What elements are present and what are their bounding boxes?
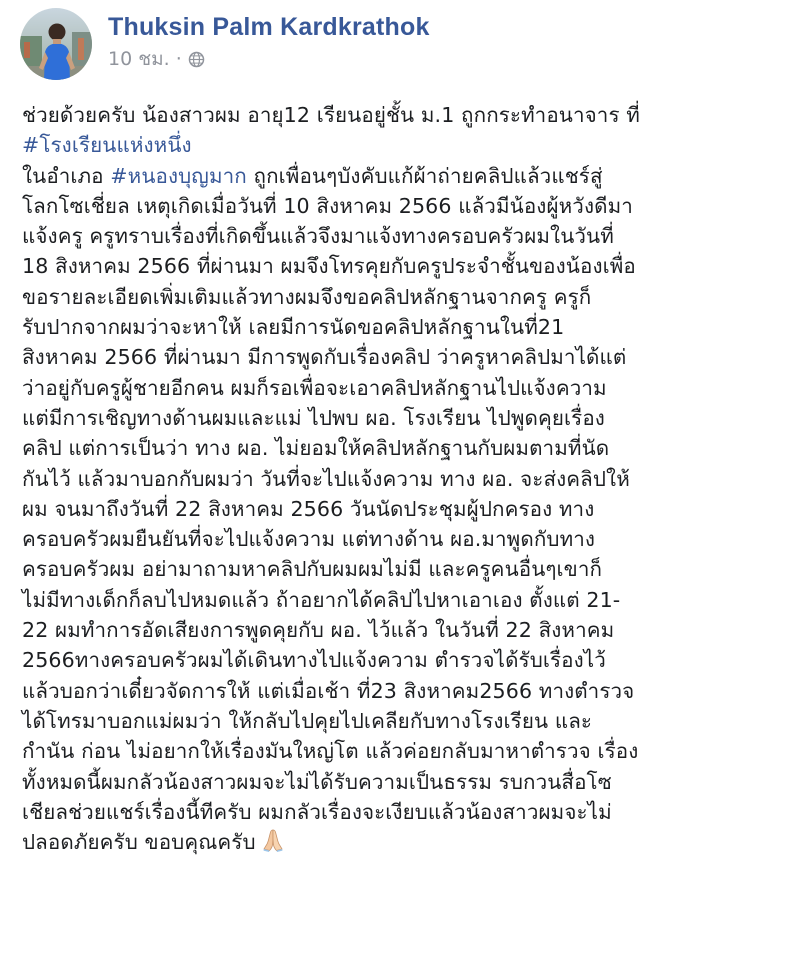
text-line bbox=[22, 130, 782, 160]
text-line: ผม จนมาถึงวันที่ 22 สิงหาคม 2566 วันนัดประชุมผู้ปกครอง ทาง bbox=[22, 496, 595, 521]
text-line: กำนัน ก่อน ไม่อยากให้เรื่องมันใหญ่โต แล้วค่อยกลับมาหาตำรวจ เรื่อง bbox=[22, 739, 639, 764]
text-line: กันไว้ แล้วมาบอกกับผมว่า วันที่จะไปแจ้งความ ทาง ผอ. จะส่งคลิปให้ bbox=[22, 466, 630, 491]
author-name-link[interactable]: Thuksin Palm Kardkrathok bbox=[108, 13, 430, 41]
text-fragment: ในอำเภอ bbox=[22, 163, 111, 188]
text-line: โลกโซเชี่ยล เหตุเกิดเมื่อวันที่ 10 สิงหาคม 2566 แล้วมีน้องผู้หวังดีมา bbox=[22, 193, 633, 218]
text-line: คลิป แต่การเป็นว่า ทาง ผอ. ไม่ยอมให้คลิปหลักฐานกับผมตามที่นัด bbox=[22, 436, 610, 461]
hashtag-link[interactable]: #โรงเรียนแห่งหนึ่ง bbox=[22, 133, 192, 158]
text-line: ได้โทรมาบอกแม่ผมว่า ให้กลับไปคุยไปเคลียกับทางโรงเรียน และ bbox=[22, 708, 593, 733]
post-text bbox=[22, 100, 782, 857]
meta-separator: · bbox=[175, 48, 182, 70]
post-header bbox=[20, 8, 430, 80]
globe-icon[interactable] bbox=[188, 51, 205, 68]
post-meta bbox=[108, 48, 430, 70]
hashtag-link[interactable]: #หนองบุญมาก bbox=[110, 163, 247, 188]
text-line: 2566ทางครอบครัวผมได้เดินทางไปแจ้งความ ตำรวจได้รับเรื่องไว้ bbox=[22, 648, 606, 673]
post-body bbox=[22, 100, 782, 857]
folded-hands-icon bbox=[260, 827, 286, 853]
text-line: ครอบครัวผม อย่ามาถามหาคลิปกับผมผมไม่มี และครูคนอื่นๆเขาก็ bbox=[22, 557, 603, 582]
text-fragment: ปลอดภัยครับ ขอบคุณครับ bbox=[22, 830, 256, 855]
text-line: 22 ผมทำการอัดเสียงการพูดคุยกับ ผอ. ไว้แล้ว ในวันที่ 22 สิงหาคม bbox=[22, 618, 615, 643]
text-line: เชียลช่วยแชร์เรื่องนี้ทีครับ ผมกลัวเรื่องจะเงียบแล้วน้องสาวผมจะไม่ bbox=[22, 799, 612, 824]
text-line: ทั้งหมดนี้ผมกลัวน้องสาวผมจะไม่ได้รับความเป็นธรรม รบกวนสื่อโซ bbox=[22, 769, 612, 794]
text-line bbox=[22, 161, 782, 191]
text-line bbox=[22, 827, 782, 857]
text-line: แต่มีการเชิญทางด้านผมและแม่ ไปพบ ผอ. โรงเรียน ไปพูดคุยเรื่อง bbox=[22, 405, 605, 430]
text-line: ไม่มีทางเด็กก็ลบไปหมดแล้ว ถ้าอยากได้คลิปไปหาเอาเอง ตั้งแต่ 21- bbox=[22, 587, 621, 612]
text-line: ช่วยด้วยครับ น้องสาวผม อายุ12 เรียนอยู่ชั้น ม.1 ถูกกระทำอนาจาร ที่ bbox=[22, 103, 640, 127]
post-timestamp[interactable]: 10 ชม. bbox=[108, 48, 170, 70]
text-line: ว่าอยู่กับครูผู้ชายอีกคน ผมก็รอเพื่อจะเอาคลิปหลักฐานไปแจ้งความ bbox=[22, 375, 607, 400]
text-fragment: ถูกเพื่อนๆบังคับแก้ผ้าถ่ายคลิปแล้วแชร์สู่ bbox=[246, 163, 603, 188]
text-line: แจ้งครู ครูทราบเรื่องที่เกิดขึ้นแล้วจึงมาแจ้งทางครอบครัวผมในวันที่ bbox=[22, 224, 614, 249]
text-line: สิงหาคม 2566 ที่ผ่านมา มีการพูดกับเรื่องคลิป ว่าครูหาคลิปมาได้แต่ bbox=[22, 345, 627, 370]
author-avatar[interactable] bbox=[20, 8, 92, 80]
text-line: แล้วบอกว่าเดี๋ยวจัดการให้ แต่เมื่อเช้า ที่23 สิงหาคม2566 ทางตำรวจ bbox=[22, 678, 635, 703]
text-line: ครอบครัวผมยืนยันที่จะไปแจ้งความ แต่ทางด้าน ผอ.มาพูดกับทาง bbox=[22, 527, 596, 552]
text-line: 18 สิงหาคม 2566 ที่ผ่านมา ผมจึงโทรคุยกับครูประจำชั้นของน้องเพื่อ bbox=[22, 254, 636, 279]
author-block bbox=[108, 13, 430, 70]
profile-photo bbox=[20, 8, 92, 80]
text-line: ขอรายละเอียดเพิ่มเติมแล้วทางผมจึงขอคลิปหลักฐานจากครู ครูก็ bbox=[22, 284, 592, 309]
text-line: รับปากจากผมว่าจะหาให้ เลยมีการนัดขอคลิปหลักฐานในที่21 bbox=[22, 315, 565, 340]
